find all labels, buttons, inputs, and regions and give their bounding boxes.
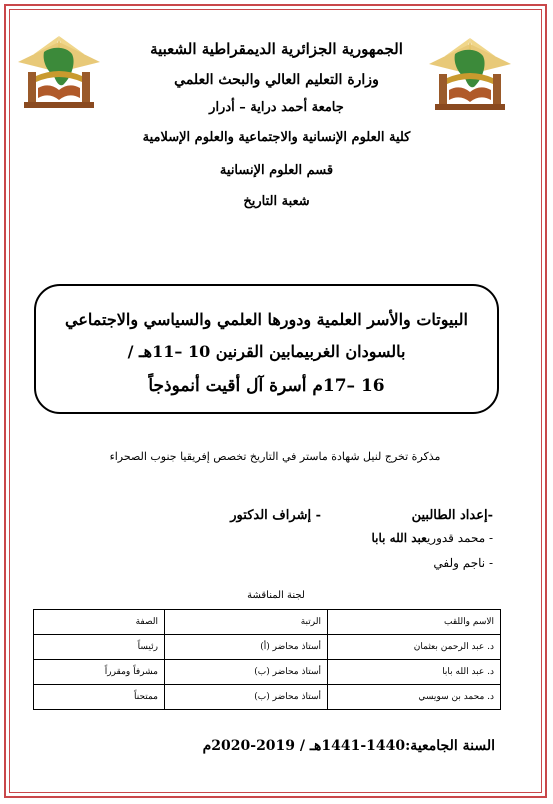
header-university: جامعة أحمد دراية – أدرار [209,100,344,115]
table-row [34,660,501,685]
header-republic: الجمهورية الجزائرية الديمقراطية الشعبية [150,40,403,58]
thesis-title-box [34,284,499,414]
student-2-name: - ناجم ولفي [433,556,493,570]
header-ministry: وزارة التعليم العالي والبحث العلمي [174,72,379,88]
committee-heading: لجنة المناقشة [247,590,305,601]
header-department: قسم العلوم الإنسانية [219,163,334,178]
thesis-title-line-3: 16 –17م أسرة آل أقيت أنموذجاً [148,376,385,396]
committee-member-rank: أستاذ محاضر (ب) [165,660,328,685]
thesis-title-line-1: البيوتات والأسر العلمية ودورها العلمي والسياسي والاجتماعي [65,310,468,329]
committee-member-role: رئيساً [34,635,165,660]
committee-member-rank: أستاذ محاضر (ب) [165,685,328,710]
university-logo-left-icon [14,32,104,112]
academic-year: السنة الجامعية:1440-1441هـ / 2019-2020م [202,738,495,754]
supervisor-heading: - إشراف الدكتور [230,508,321,523]
committee-col-role: الصفة [34,610,165,635]
header-faculty: كلية العلوم الإنسانية والاجتماعية والعلوم الإسلامية [142,130,411,145]
committee-col-name: الاسم واللقب [328,610,501,635]
thesis-title-line-2: بالسودان الغربيمابين القرنين 10 –11هـ / [127,342,406,361]
committee-member-role: مشرفاً ومقرراً [34,660,165,685]
table-row [34,685,501,710]
committee-member-name: د. محمد بن سويسي [328,685,501,710]
students-heading: -إعداد الطالبين [411,508,493,523]
committee-member-rank: أستاذ محاضر (أ) [165,635,328,660]
committee-member-role: ممتحناً [34,685,165,710]
student-1-label: - محمد قدوري [426,531,493,545]
thesis-subtitle: مذكرة تخرج لنيل شهادة ماستر في التاريخ تخصص إفريقيا جنوب الصحراء [109,450,441,463]
committee-header-row [34,610,501,635]
committee-member-name: د. عبد الرحمن بعثمان [328,635,501,660]
committee-member-name: د. عبد الله بابا [328,660,501,685]
student-1-name [371,531,493,545]
supervisor-name: عبد الله بابا [371,531,427,545]
table-row [34,635,501,660]
committee-table [33,609,501,710]
committee-col-rank: الرتبة [165,610,328,635]
header-branch: شعبة التاريخ [243,194,310,209]
